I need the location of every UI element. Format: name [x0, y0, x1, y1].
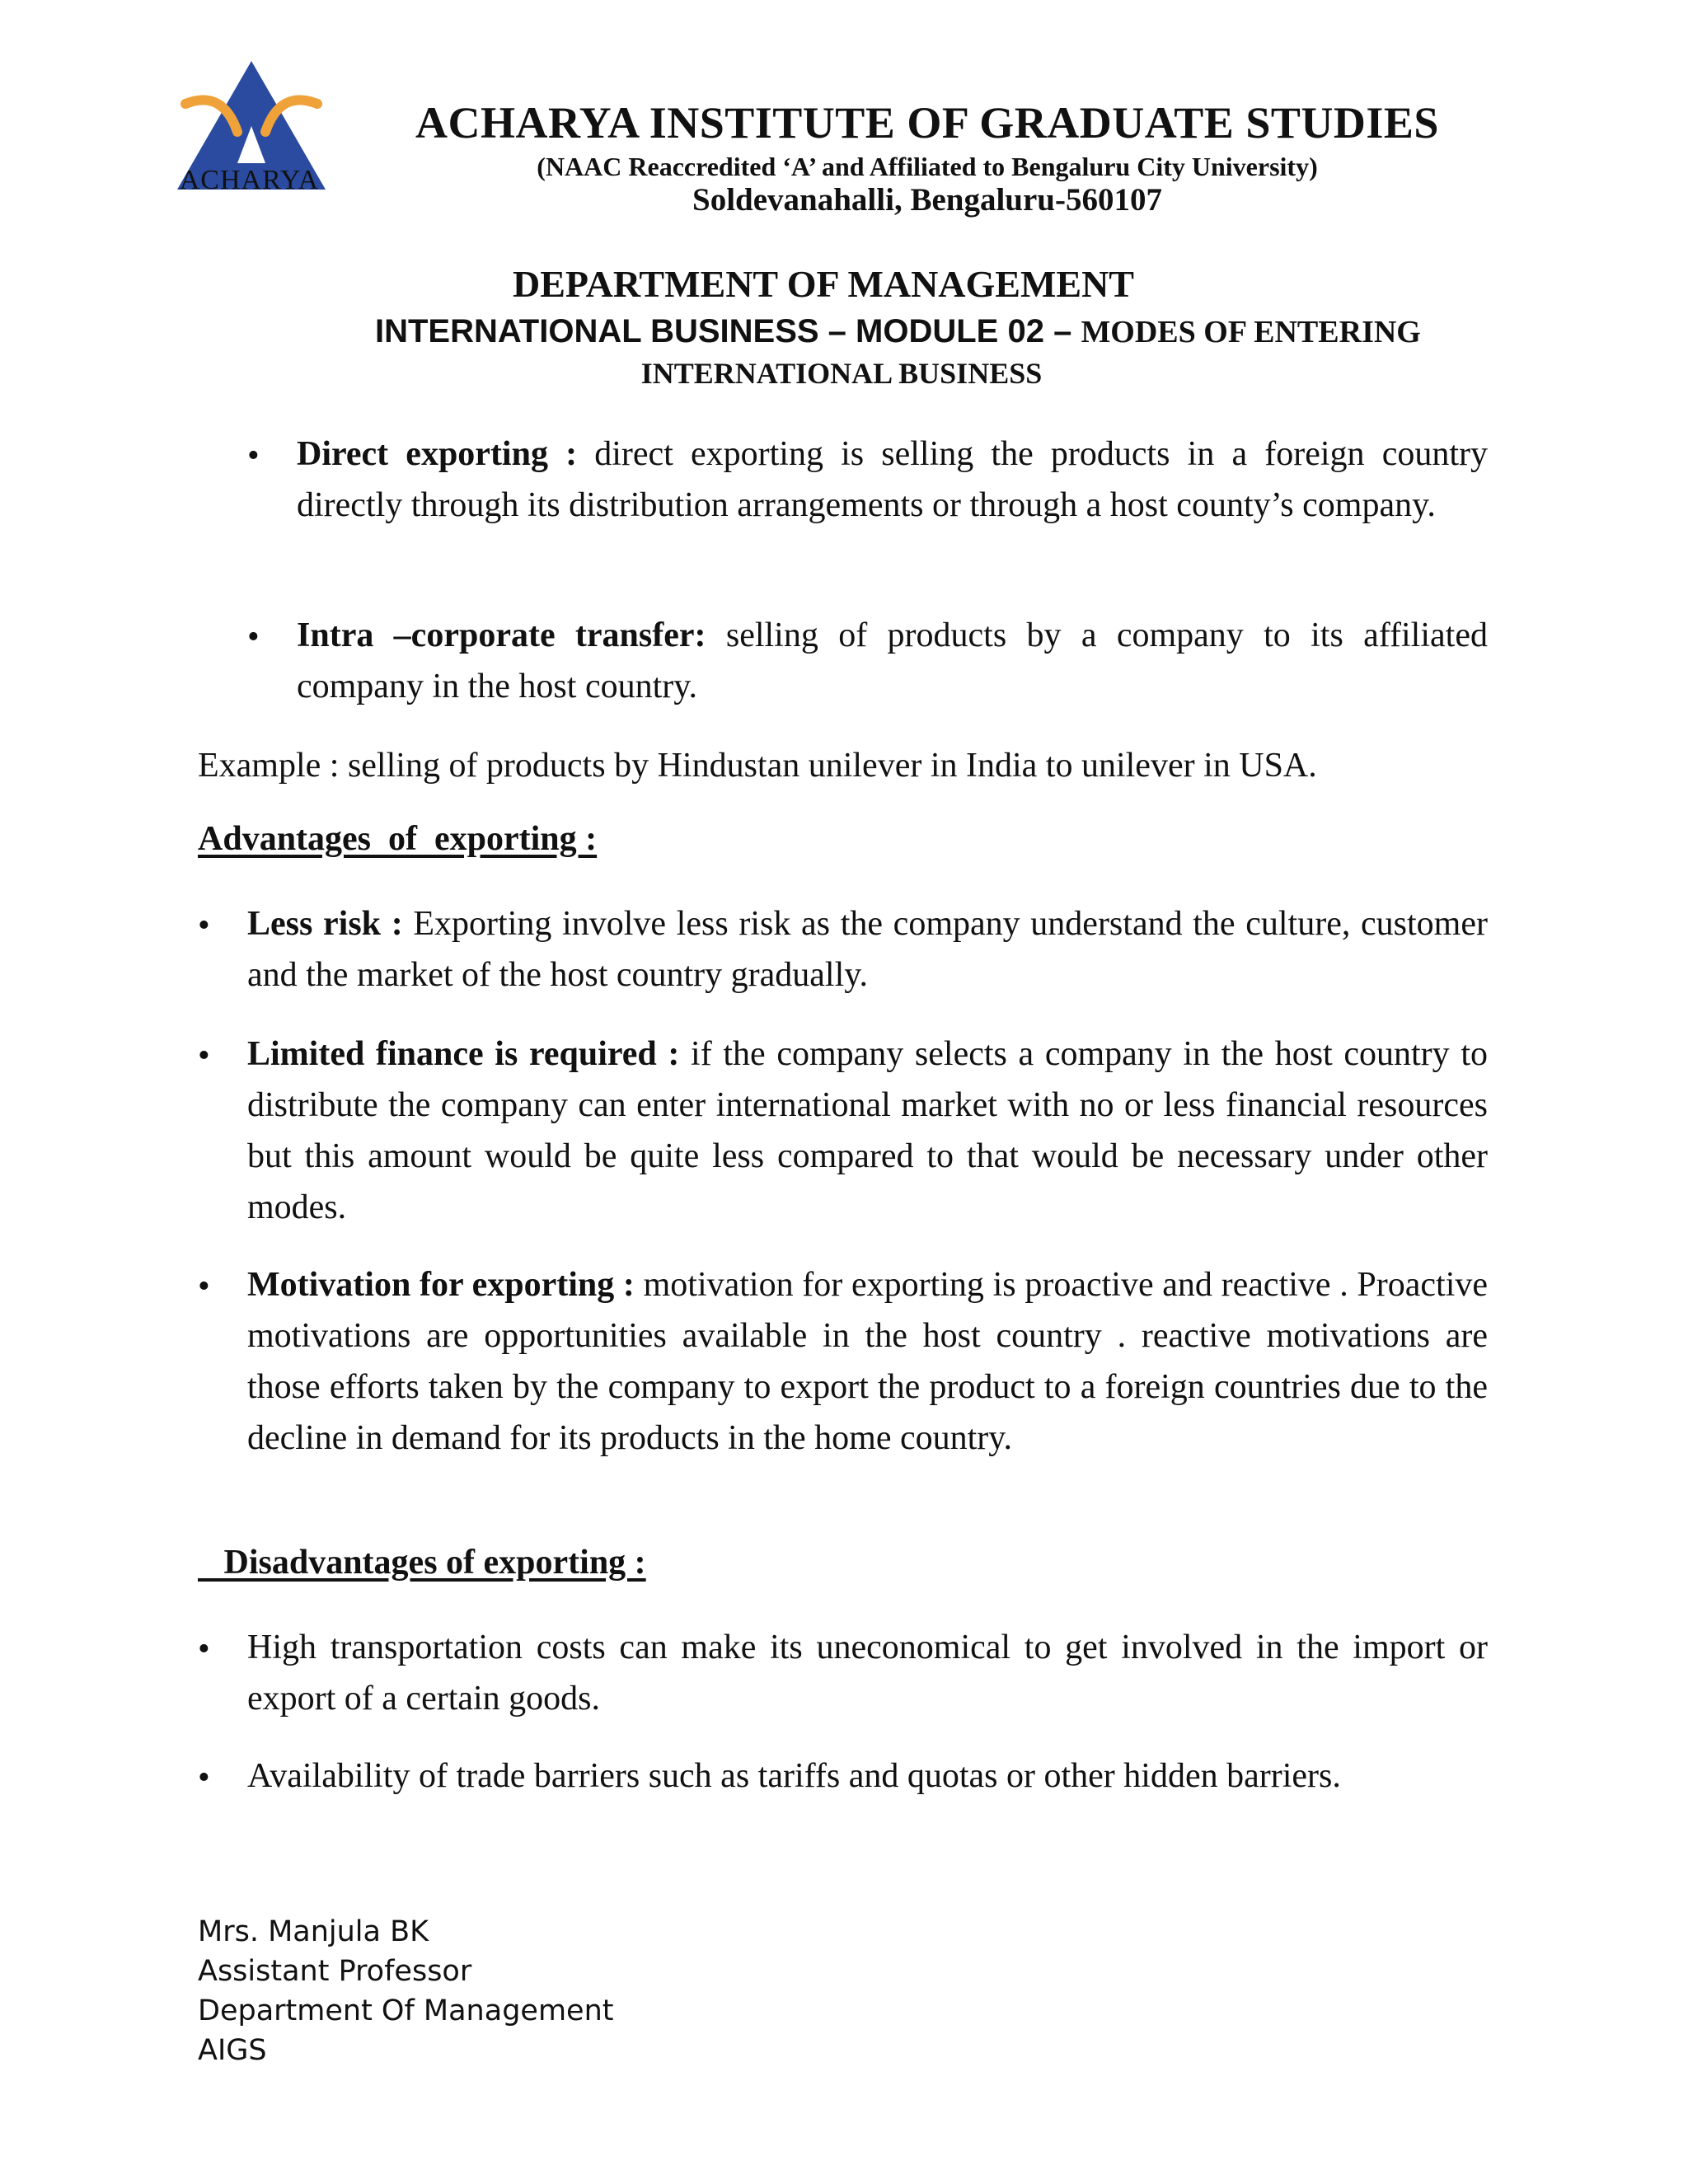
advantage-motivation-text: motivation for exporting is proactive and reactive . Proactive motivations are opportunities available in the host country . reactive motivations are those efforts taken by the company to export the product to a foreign countries due to the decline in demand for its products in the home country.: [247, 1266, 1489, 1457]
module-title: [375, 313, 1421, 350]
direct-exporting-term: Direct exporting :: [297, 435, 578, 473]
intra-corporate-item: [297, 610, 1488, 712]
example-line: Example : selling of products by Hindustan unilever in India to unilever in USA.: [198, 747, 1317, 785]
author-designation: Assistant Professor: [198, 1955, 472, 1988]
bullet-trade-barriers: •: [198, 1759, 210, 1797]
author-footer: [198, 1912, 613, 2070]
advantage-motivation-term: Motivation for exporting :: [247, 1266, 635, 1304]
direct-exporting-item: [297, 429, 1488, 531]
advantages-heading: Advantages of exporting :: [198, 820, 598, 858]
advantage-limited-finance-term: Limited finance is required :: [247, 1035, 680, 1073]
module-title-part1: INTERNATIONAL BUSINESS – MODULE 02 –: [375, 313, 1081, 349]
advantage-less-risk: [247, 898, 1488, 1001]
author-name: Mrs. Manjula BK: [198, 1915, 429, 1948]
direct-exporting-paragraph: [297, 429, 1488, 531]
disadvantages-heading: Disadvantages of exporting :: [198, 1544, 646, 1582]
department-heading-text: DEPARTMENT OF MANAGEMENT: [513, 263, 1134, 305]
bullet-transport-costs: •: [198, 1630, 210, 1668]
bullet-intra-corporate: •: [247, 618, 260, 656]
advantage-motivation: [247, 1259, 1488, 1464]
advantage-limited-finance-paragraph: [247, 1029, 1488, 1233]
bullet-less-risk: •: [198, 907, 210, 944]
module-title-line2: [0, 356, 1688, 391]
disadvantage-trade-barriers: Availability of trade barriers such as tariffs and quotas or other hidden barriers.: [247, 1757, 1341, 1795]
advantage-limited-finance: [247, 1029, 1488, 1233]
bullet-limited-finance: •: [198, 1037, 210, 1075]
intra-corporate-text: selling of products by a company to its affiliated company in the host country.: [297, 616, 1488, 705]
institute-name: ACHARYA INSTITUTE OF GRADUATE STUDIES: [415, 98, 1439, 148]
direct-exporting-text: direct exporting is selling the products in a foreign country directly through its distribution arrangements or through a host county’s company.: [297, 435, 1488, 524]
accreditation-line: (NAAC Reaccredited ‘A’ and Affiliated to Bengaluru City University): [537, 152, 1318, 181]
disadvantage-transport-costs: High transportation costs can make its uneconomical to get involved in the import or export of a certain goods.: [247, 1629, 1488, 1718]
advantage-motivation-paragraph: [247, 1259, 1488, 1464]
bullet-motivation: •: [198, 1268, 210, 1305]
intra-corporate-term: Intra –corporate transfer:: [297, 616, 706, 654]
institute-address: Soldevanahalli, Bengaluru-560107: [692, 182, 1162, 218]
department-heading: [0, 262, 1688, 306]
module-title-part2: MODES OF ENTERING: [1081, 315, 1421, 349]
author-department: Department Of Management: [198, 1994, 614, 2027]
advantage-less-risk-term: Less risk :: [247, 905, 403, 943]
module-title-line2-text: INTERNATIONAL BUSINESS: [640, 357, 1043, 390]
advantage-limited-finance-text: if the company selects a company in the host country to distribute the company can enter international market with no or less financial resources but this amount would be quite less compared to that would be necessary under other modes.: [247, 1035, 1488, 1226]
intra-corporate-paragraph: [297, 610, 1488, 712]
advantage-less-risk-paragraph: [247, 898, 1488, 1001]
logo-text: ACHARYA: [179, 165, 320, 195]
bullet-direct-exporting: •: [247, 437, 260, 475]
advantage-less-risk-text: Exporting involve less risk as the company understand the culture, customer and the market of the host country gradually.: [247, 905, 1488, 994]
author-institute: AIGS: [198, 2034, 267, 2067]
